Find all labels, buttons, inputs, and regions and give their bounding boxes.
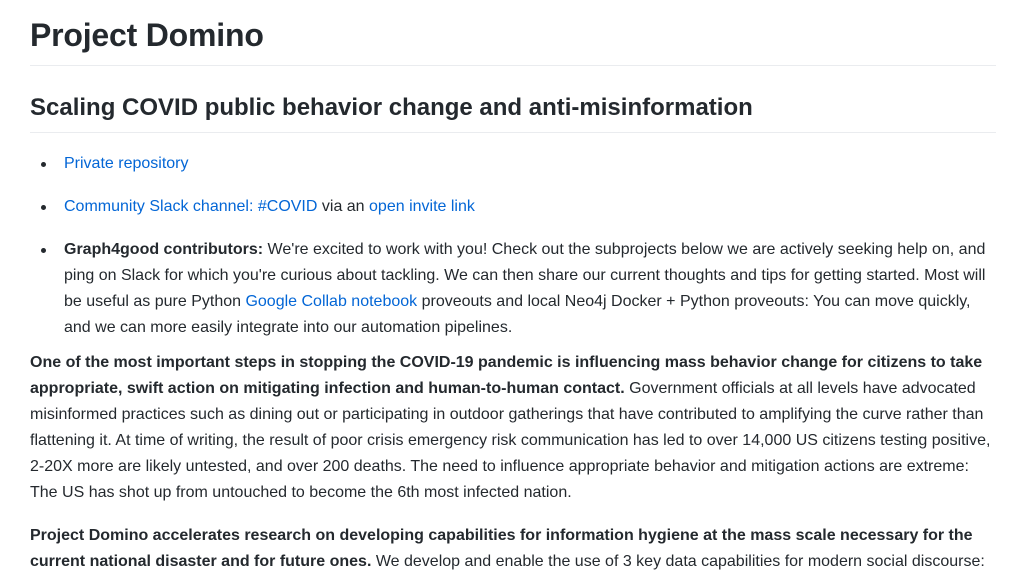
contributors-text-continued: proveouts and local Neo4j Docker + Python proveouts: You can move quickly, and we can more easily integrate into our automation pipelines. xyxy=(64,293,971,336)
intro-paragraph xyxy=(30,350,996,506)
page-title: Project Domino xyxy=(30,0,996,66)
mission-paragraph xyxy=(30,523,996,575)
private-repo-link[interactable]: Private repository xyxy=(64,155,189,172)
list-item-private-repo xyxy=(64,151,996,177)
contributors-label: Graph4good contributors: xyxy=(64,241,264,258)
section-heading: Scaling COVID public behavior change and anti-misinformation xyxy=(30,66,996,133)
intro-paragraph-bold: One of the most important steps in stopping the COVID-19 pandemic is influencing mass behavior change for citizens to take appropriate, swift action on mitigating infection and human-to-human contact. xyxy=(30,354,983,397)
mission-paragraph-text: We develop and enable the use of 3 key data capabilities for modern social discourse: xyxy=(371,553,985,570)
slack-via-text: via an xyxy=(317,198,370,215)
list-item-contributors xyxy=(64,237,996,341)
bullet-list xyxy=(30,151,996,341)
contributors-text: We're excited to work with you! Check out the subprojects below we are actively seeking help on, and ping on Slack for which you're curious about tackling. We can then share our current thoughts and tips for getting started. Most will be useful as pure Python xyxy=(64,241,986,310)
mission-paragraph-bold: Project Domino accelerates research on developing capabilities for information hygiene at the mass scale necessary for the current national disaster and for future ones. xyxy=(30,527,973,570)
intro-paragraph-text: Government officials at all levels have advocated misinformed practices such as dining out or participating in outdoor gatherings that have contributed to amplifying the curve rather than flattening it. At time of writing, the result of poor crisis emergency risk communication has led to over 14,000 US citizens testing positive, 2-20X more are likely untested, and over 200 deaths. The need to influence appropriate behavior and mitigation actions are extreme: The US has shot up from untouched to become the 6th most infected nation. xyxy=(30,380,991,501)
list-item-slack xyxy=(64,194,996,220)
slack-channel-link[interactable]: Community Slack channel: #COVID xyxy=(64,198,318,215)
slack-invite-link[interactable]: open invite link xyxy=(369,198,475,215)
collab-notebook-link[interactable]: Google Collab notebook xyxy=(245,293,418,310)
readme-content xyxy=(30,0,996,575)
